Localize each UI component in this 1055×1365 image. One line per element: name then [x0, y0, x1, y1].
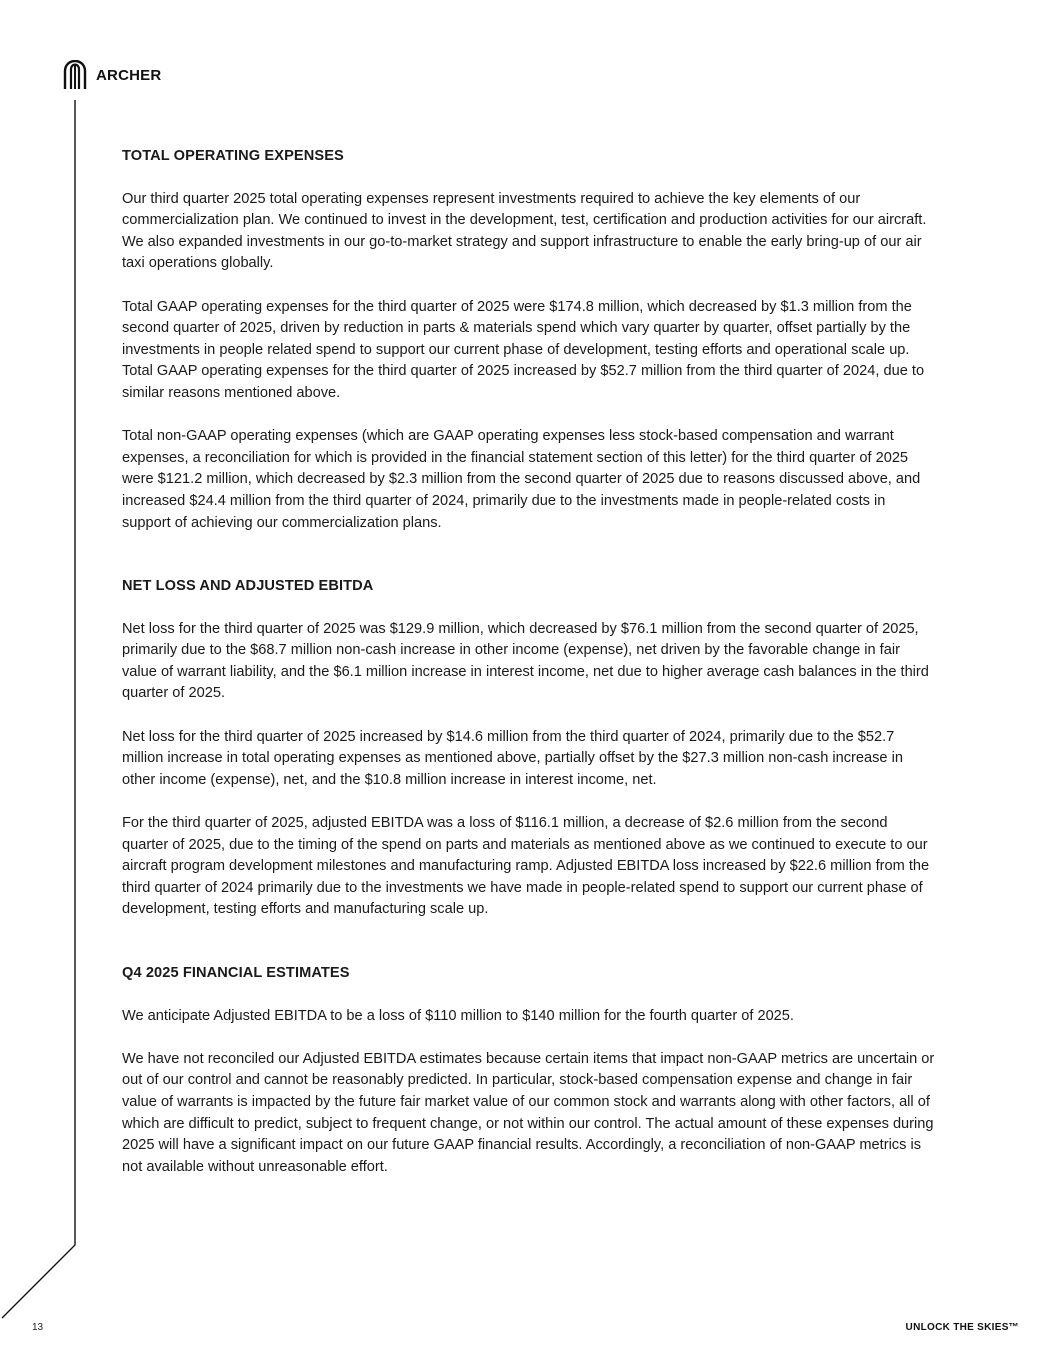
paragraph: Our third quarter 2025 total operating expenses represent investments required to achieve the key elements of our commercialization plan. We continued to invest in the development, test, certification and production activities for our aircraft. We also expanded investments in our go-to-market strategy and support infrastructure to enable the early bring-up of our air taxi operations globally. — [122, 190, 927, 272]
footer-tagline: UNLOCK THE SKIES™ — [905, 1322, 1019, 1333]
paragraph: Total GAAP operating expenses for the third quarter of 2025 were $174.8 million, which decreased by $1.3 million from the second quarter of 2025, driven by reduction in parts & materials spend which vary quarter by quarter, offset partially by the investments in people related spend to support our current phase of development, testing efforts and operational scale up. Total GAAP operating expenses for the third quarter of 2025 increased by $52.7 million from the third quarter of 2024, due to similar reasons mentioned above. — [122, 298, 925, 401]
section-q4-estimates — [122, 963, 937, 1178]
section-heading: NET LOSS AND ADJUSTED EBITDA — [122, 578, 374, 595]
paragraph: Total non-GAAP operating expenses (which are GAAP operating expenses less stock-based compensation and warrant expenses, a reconciliation for which is provided in the financial statement section of this letter) for the third quarter of 2025 were $121.2 million, which decreased by $2.3 million from the second quarter of 2025 due to reasons discussed above, and increased $24.4 million from the third quarter of 2024, primarily due to the investments made in people-related costs in support of achieving our commercialization plans. — [122, 428, 921, 531]
brand-logo — [62, 60, 161, 90]
page-content — [122, 146, 937, 1200]
paragraph: For the third quarter of 2025, adjusted EBITDA was a loss of $116.1 million, a decrease of $2.6 million from the second quarter of 2025, due to the timing of the spend on parts and materials as mentioned above as we continued to execute to our aircraft program development milestones and manufacturing ramp. Adjusted EBITDA loss increased by $22.6 million from the third quarter of 2024 primarily due to the investments we have made in people-related spend to support our current phase of development, testing efforts and manufacturing scale up. — [122, 815, 930, 918]
page-number: 13 — [32, 1322, 44, 1333]
section-heading: Q4 2025 FINANCIAL ESTIMATES — [122, 965, 350, 981]
section-net-loss-ebitda — [122, 576, 937, 921]
paragraph: Net loss for the third quarter of 2025 increased by $14.6 million from the third quarter of 2024, primarily due to the $52.7 million increase in total operating expenses as mentioned above, partially offset by the $27.3 million non-cash increase in other income (expense), net, and the $10.8 million increase in interest income, net. — [122, 728, 903, 788]
paragraph: We have not reconciled our Adjusted EBITDA estimates because certain items that impact non-GAAP metrics are uncertain or out of our control and cannot be reasonably predicted. In particular, stock-based compensation expense and change in fair value of warrants is impacted by the future fair market value of our common stock and warrants along with other factors, all of which are difficult to predict, subject to frequent change, or not within our control. The actual amount of these expenses during 2025 will have a significant impact on our future GAAP financial results. Accordingly, a reconciliation of non-GAAP metrics is not available without unreasonable effort. — [122, 1050, 935, 1175]
section-heading: TOTAL OPERATING EXPENSES — [122, 148, 344, 164]
section-operating-expenses — [122, 146, 937, 534]
paragraph: Net loss for the third quarter of 2025 was $129.9 million, which decreased by $76.1 million from the second quarter of 2025, primarily due to the $68.7 million non-cash increase in other income (expense), net driven by the favorable change in fair value of warrant liability, and the $6.1 million increase in interest income, net due to higher average cash balances in the third quarter of 2025. — [122, 620, 929, 702]
paragraph: We anticipate Adjusted EBITDA to be a loss of $110 million to $140 million for the fourth quarter of 2025. — [122, 1007, 794, 1024]
brand-name: ARCHER — [96, 66, 162, 84]
archer-arch-icon — [62, 60, 88, 90]
